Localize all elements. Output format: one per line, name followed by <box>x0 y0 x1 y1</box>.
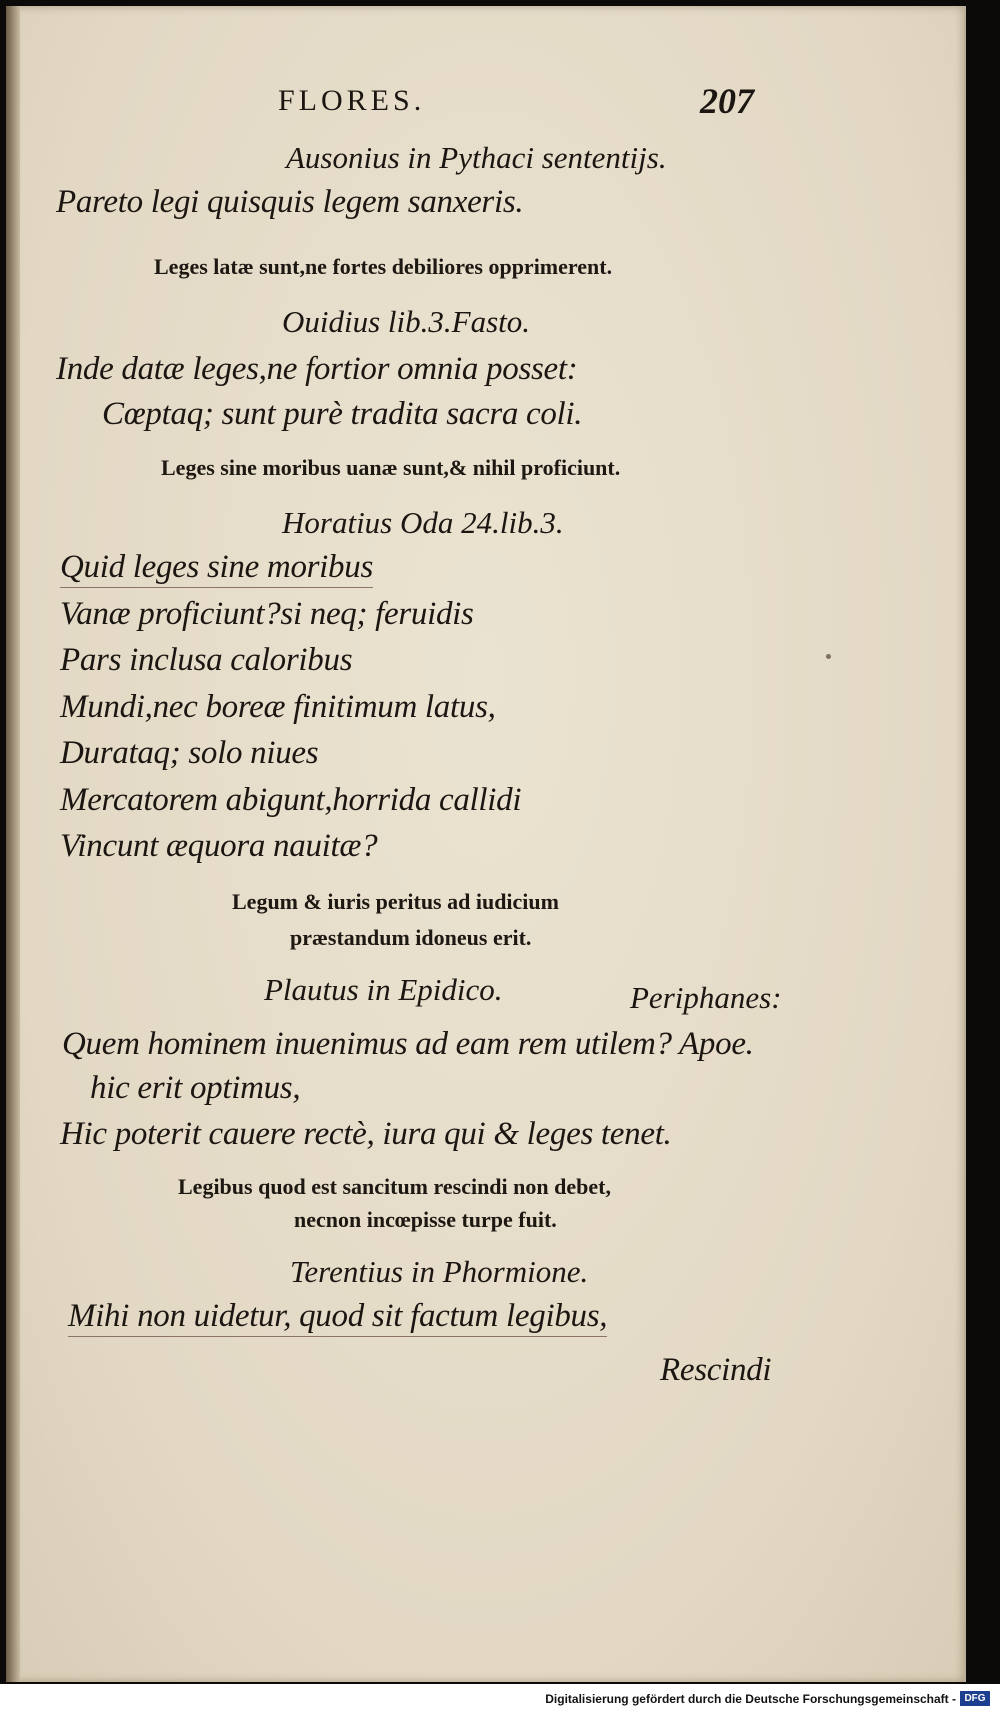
catchword: Rescindi <box>660 1352 772 1388</box>
running-title: FLORES. <box>278 84 426 117</box>
ink-spot <box>826 654 831 659</box>
verse-line: Pars inclusa caloribus <box>60 642 353 678</box>
speaker-name: Periphanes: <box>630 980 782 1015</box>
source-heading: Horatius Oda 24.lib.3. <box>282 505 564 540</box>
verse-line: Mihi non uidetur, quod sit factum legibus, <box>68 1298 607 1337</box>
page-number: 207 <box>700 81 754 121</box>
topic-line: necnon incœpisse turpe fuit. <box>294 1207 557 1232</box>
dfg-logo-icon: DFG <box>960 1691 990 1706</box>
verse-line: hic erit optimus, <box>90 1070 301 1106</box>
verse-line: Quem hominem inuenimus ad eam rem utilem? Apoe. <box>62 1026 754 1062</box>
verse-line: Mercatorem abigunt,horrida callidi <box>60 782 522 818</box>
digitization-footer <box>0 1684 1000 1715</box>
verse-line: Vincunt æquora nauitæ? <box>60 828 378 864</box>
verse-line: Vanæ proficiunt?si neq; feruidis <box>60 596 474 632</box>
verse-line: Hic poterit cauere rectè, iura qui & leges tenet. <box>60 1116 672 1152</box>
verse-line: Mundi,nec boreæ finitimum latus, <box>60 689 496 725</box>
verse-line: Durataq; solo niues <box>60 735 319 771</box>
topic-line: Leges sine moribus uanæ sunt,& nihil proficiunt. <box>161 455 621 480</box>
book-page <box>6 6 966 1682</box>
topic-line: Leges latæ sunt,ne fortes debiliores opprimerent. <box>154 254 613 279</box>
verse-line: Inde datæ leges,ne fortior omnia posset: <box>56 351 578 387</box>
verse-line: Pareto legi quisquis legem sanxeris. <box>56 184 524 220</box>
footer-credit: Digitalisierung gefördert durch die Deutsche Forschungsgemeinschaft - <box>545 1692 956 1706</box>
page-gutter-shadow <box>6 6 20 1682</box>
source-heading: Ouidius lib.3.Fasto. <box>282 304 531 339</box>
source-heading: Ausonius in Pythaci sententijs. <box>286 140 667 175</box>
verse-line: Cœptaq; sunt purè tradita sacra coli. <box>102 396 583 432</box>
topic-line: Legibus quod est sancitum rescindi non debet, <box>178 1174 611 1199</box>
topic-line: præstandum idoneus erit. <box>290 925 532 950</box>
verse-line: Quid leges sine moribus <box>60 549 373 588</box>
source-heading: Terentius in Phormione. <box>290 1254 589 1289</box>
source-heading: Plautus in Epidico. <box>264 972 503 1007</box>
topic-line: Legum & iuris peritus ad iudicium <box>232 889 559 914</box>
